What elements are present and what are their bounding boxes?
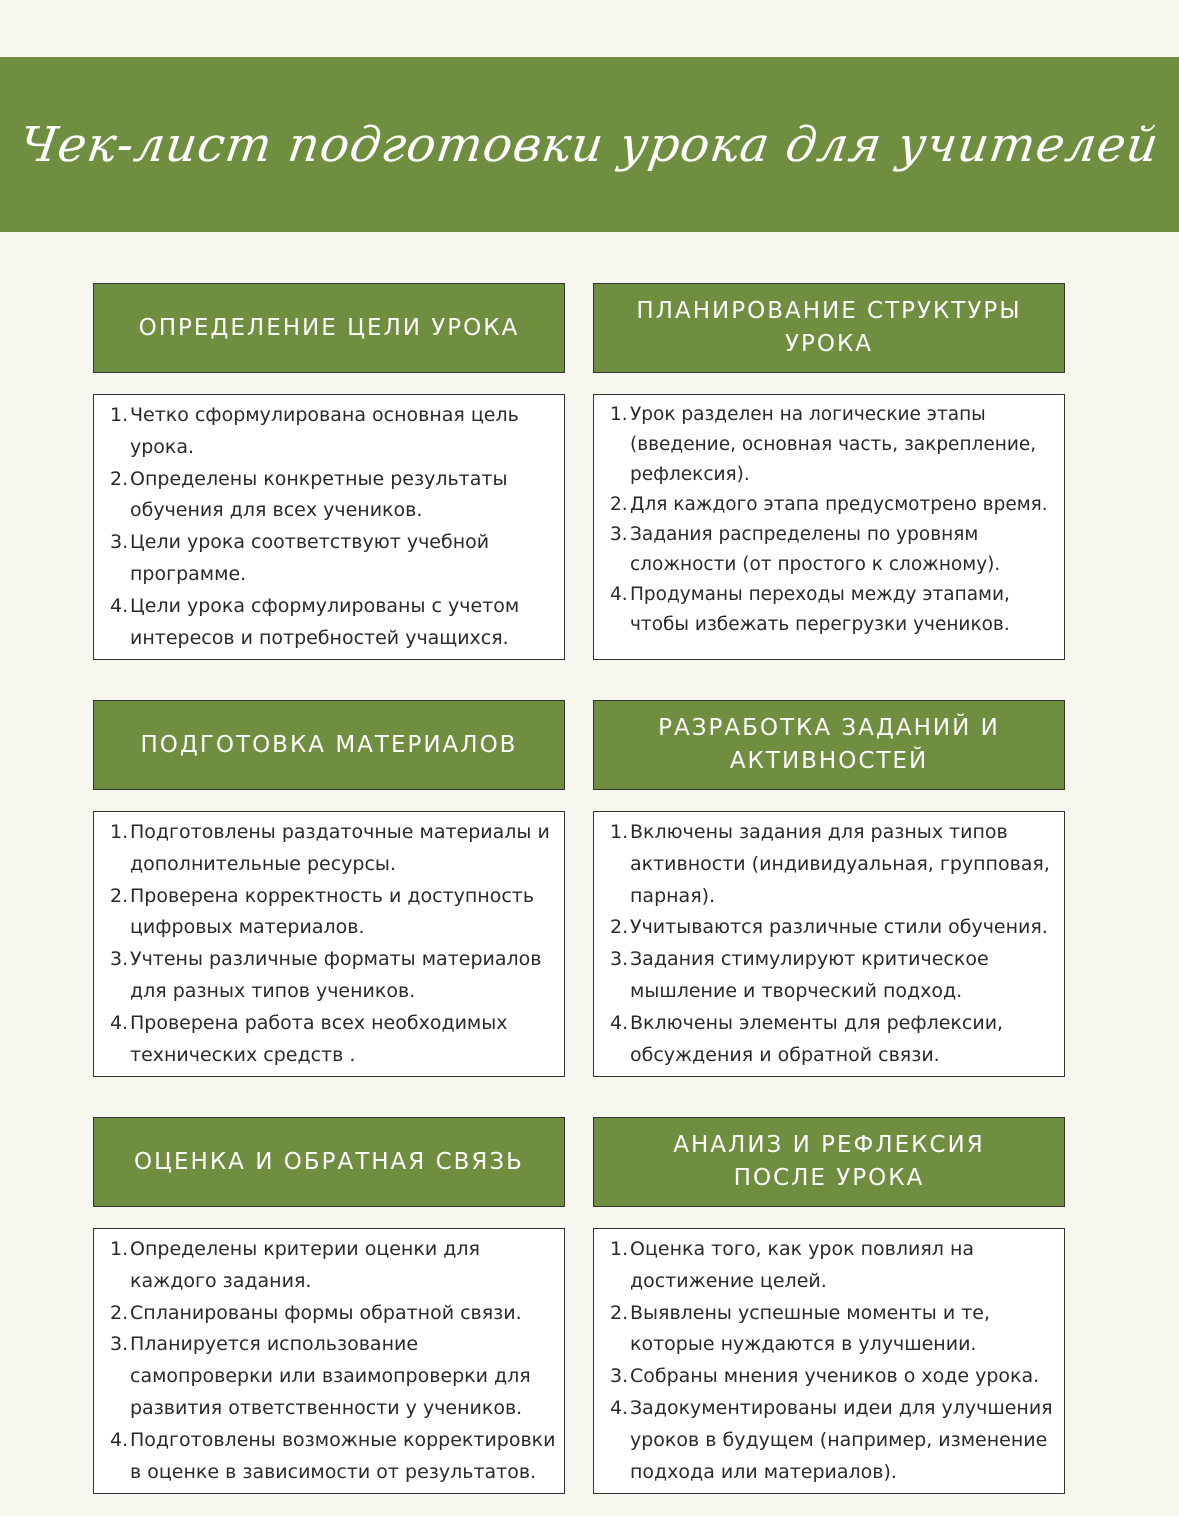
checklist — [604, 817, 1056, 1071]
checklist — [604, 400, 1056, 640]
section-body-materials — [93, 811, 565, 1077]
item-text: Собраны мнения учеников о ходе урока. — [630, 1365, 1040, 1388]
list-item — [604, 1361, 1056, 1393]
list-item — [104, 1425, 556, 1489]
item-number: 4. — [110, 594, 129, 617]
section-body-activities — [593, 811, 1065, 1077]
list-item — [604, 912, 1056, 944]
item-text: Для каждого этапа предусмотрено время. — [630, 493, 1048, 515]
item-text: Выявлены успешные моменты и те, которые нуждаются в улучшении. — [630, 1301, 990, 1356]
item-text: Цели урока сформулированы с учетом интересов и потребностей учащихся. — [130, 594, 520, 649]
item-number: 2. — [110, 884, 129, 907]
item-text: Задания стимулируют критическое мышление и творческий подход. — [630, 948, 989, 1002]
page-title: Чек-лист подготовки урока для учителей — [16, 116, 1163, 173]
item-text: Урок разделен на логические этапы (введение, основная часть, закрепление, рефлексия). — [630, 404, 1037, 485]
list-item — [604, 1234, 1056, 1298]
item-number: 2. — [610, 916, 629, 939]
section-header-activities: РАЗРАБОТКА ЗАДАНИЙ И АКТИВНОСТЕЙ — [593, 700, 1065, 790]
section-body-structure — [593, 394, 1065, 660]
item-text: Учтены различные форматы материалов для разных типов учеников. — [130, 948, 542, 1002]
item-number: 4. — [610, 1396, 629, 1419]
item-text: Учитываются различные стили обучения. — [630, 916, 1048, 939]
section-header-reflection: АНАЛИЗ И РЕФЛЕКСИЯ ПОСЛЕ УРОКА — [593, 1117, 1065, 1207]
list-item — [604, 490, 1056, 520]
item-number: 3. — [110, 1333, 129, 1356]
list-item — [104, 464, 556, 528]
item-number: 1. — [110, 404, 129, 426]
item-number: 1. — [610, 404, 628, 425]
item-text: Задания распределены по уровням сложности (от простого к сложному). — [630, 523, 1001, 575]
section-header-goal: ОПРЕДЕЛЕНИЕ ЦЕЛИ УРОКА — [93, 283, 565, 373]
item-number: 1. — [610, 821, 629, 843]
checklist — [104, 400, 556, 654]
section-header-structure: ПЛАНИРОВАНИЕ СТРУКТУРЫ УРОКА — [593, 283, 1065, 373]
item-text: Продуманы переходы между этапами, чтобы избежать перегрузки учеников. — [630, 583, 1010, 635]
item-number: 2. — [610, 493, 628, 515]
item-number: 2. — [610, 1301, 629, 1324]
item-number: 3. — [110, 948, 129, 971]
item-text: Спланированы формы обратной связи. — [130, 1301, 522, 1324]
list-item — [604, 1008, 1056, 1072]
item-text: Цели урока соответствуют учебной программе. — [130, 531, 490, 585]
section-body-assessment — [93, 1228, 565, 1494]
item-text: Определены критерии оценки для каждого задания. — [130, 1238, 480, 1292]
item-number: 3. — [110, 531, 129, 554]
item-text: Планируется использование самопроверки или взаимопроверки для развития ответственности у учеников. — [130, 1333, 531, 1419]
item-text: Подготовлены раздаточные материалы и дополнительные ресурсы. — [130, 821, 550, 875]
list-item — [104, 1329, 556, 1424]
list-item — [104, 400, 556, 464]
list-item — [104, 1008, 556, 1072]
list-item — [604, 1393, 1056, 1488]
list-item — [604, 520, 1056, 580]
item-number: 4. — [610, 583, 628, 605]
checklist — [104, 1234, 556, 1488]
list-item — [104, 881, 556, 945]
title-banner — [0, 57, 1179, 232]
list-item — [104, 527, 556, 591]
list-item — [104, 1298, 556, 1330]
list-item — [104, 591, 556, 655]
section-body-reflection — [593, 1228, 1065, 1494]
checklist — [604, 1234, 1056, 1488]
item-number: 1. — [110, 1238, 129, 1260]
item-text: Подготовлены возможные корректировки в оценке в зависимости от результатов. — [130, 1428, 556, 1483]
list-item — [104, 817, 556, 881]
list-item — [104, 944, 556, 1008]
section-header-assessment: ОЦЕНКА И ОБРАТНАЯ СВЯЗЬ — [93, 1117, 565, 1207]
list-item — [604, 580, 1056, 640]
item-text: Проверена работа всех необходимых технических средств . — [130, 1011, 508, 1066]
item-text: Задокументированы идеи для улучшения уроков в будущем (например, изменение подхода или материалов). — [630, 1396, 1053, 1483]
item-number: 4. — [110, 1428, 129, 1451]
list-item — [604, 944, 1056, 1008]
item-text: Определены конкретные результаты обучения для всех учеников. — [130, 467, 508, 522]
item-number: 4. — [610, 1011, 629, 1034]
list-item — [604, 817, 1056, 912]
item-number: 2. — [110, 1301, 129, 1324]
checklist — [104, 817, 556, 1071]
list-item — [604, 400, 1056, 490]
item-text: Четко сформулирована основная цель урока. — [130, 404, 519, 458]
list-item — [104, 1234, 556, 1298]
item-text: Оценка того, как урок повлиял на достижение целей. — [630, 1238, 975, 1292]
section-body-goal — [93, 394, 565, 660]
item-number: 3. — [610, 1365, 629, 1388]
item-text: Включены элементы для рефлексии, обсуждения и обратной связи. — [630, 1011, 1004, 1066]
item-text: Включены задания для разных типов активности (индивидуальная, групповая, парная). — [630, 821, 1050, 907]
item-number: 2. — [110, 467, 129, 490]
item-number: 3. — [610, 523, 628, 545]
item-number: 3. — [610, 948, 629, 971]
item-number: 1. — [610, 1238, 629, 1260]
item-text: Проверена корректность и доступность цифровых материалов. — [130, 884, 535, 939]
list-item — [604, 1298, 1056, 1362]
item-number: 1. — [110, 821, 129, 843]
section-header-materials: ПОДГОТОВКА МАТЕРИАЛОВ — [93, 700, 565, 790]
item-number: 4. — [110, 1011, 129, 1034]
